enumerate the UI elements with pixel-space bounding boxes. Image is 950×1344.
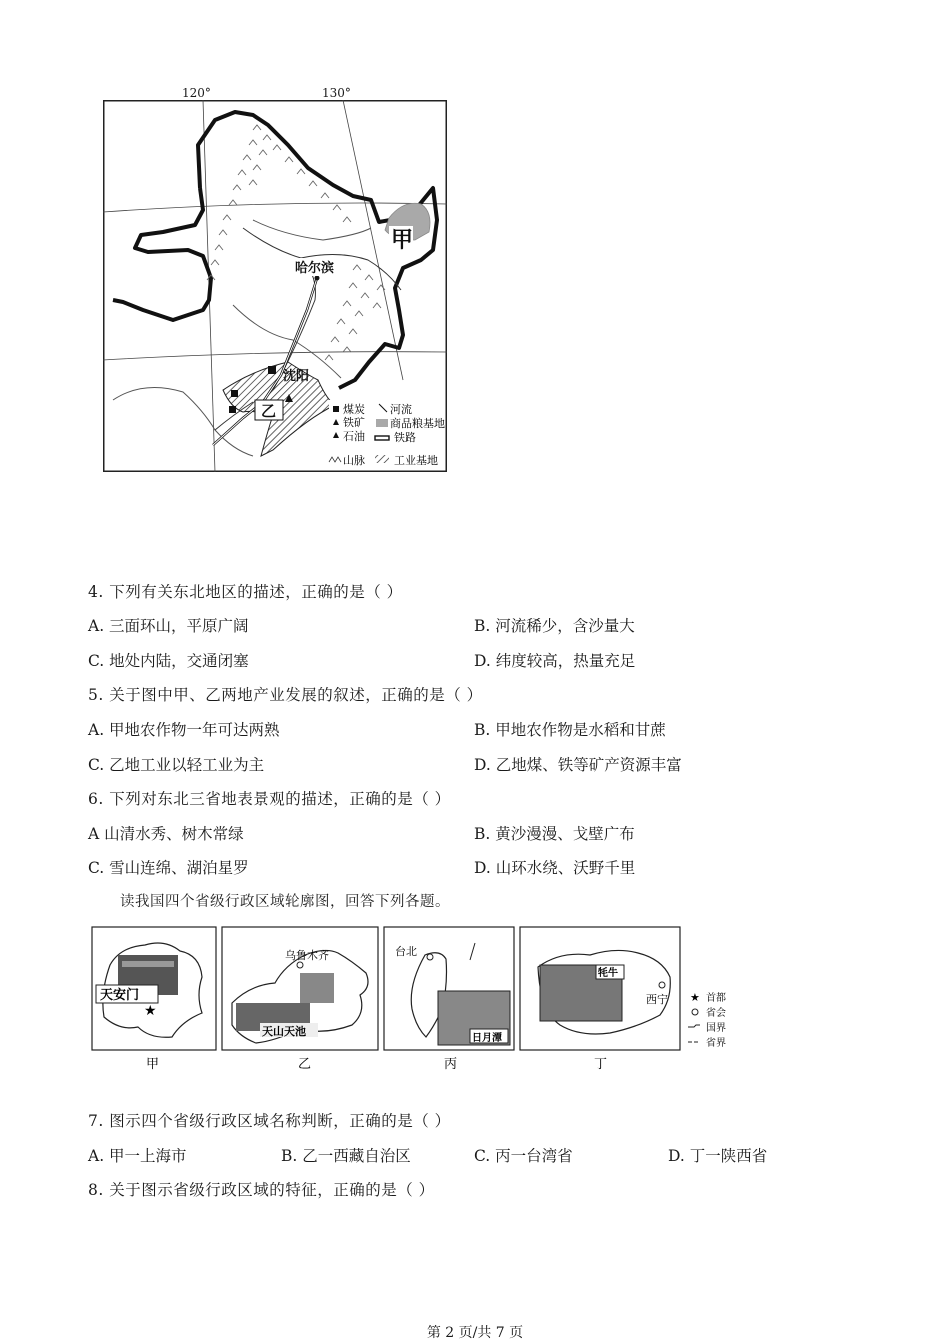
coal-symbol [231,390,238,397]
label-yi: 乙 [261,402,277,420]
province-legend [688,991,726,1049]
question-6-option-c[interactable]: C. 雪山连绵、湖泊星罗 [88,859,249,877]
legend-rail-symbol [375,436,389,440]
legend-grain: 商品粮基地 [390,417,445,430]
label-jia: 甲 [391,228,414,253]
caption-jia: 甲 [146,1057,160,1072]
question-7-option-a[interactable]: A. 甲一上海市 [88,1147,187,1165]
city-urumqi: 乌鲁木齐 [285,949,329,962]
map-svg [103,100,447,472]
photo-roof [122,961,174,967]
question-6-stem: 6. 下列对东北三省地表景观的描述，正确的是（ ） [88,790,451,808]
question-4-option-b[interactable]: B. 河流稀少，含沙量大 [474,617,635,635]
legend-rail: 铁路 [394,431,416,444]
lon-label-130: 130° [322,86,351,100]
question-7-stem: 7. 图示四个省级行政区域名称判断，正确的是（ ） [88,1112,451,1130]
question-4-option-a[interactable]: A. 三面环山，平原广阔 [88,617,249,635]
question-5-option-a[interactable]: A. 甲地农作物一年可达两熟 [88,721,280,739]
page-footer: 第 2 页/共 7 页 [426,1325,524,1341]
question-5-option-c[interactable]: C. 乙地工业以轻工业为主 [88,756,265,774]
legend-mountain: 山脉 [343,454,365,467]
question-4-option-c[interactable]: C. 地处内陆，交通闭塞 [88,652,249,670]
legend-iron: 铁矿 [343,416,365,429]
tag-yi: 天山天池 [262,1025,306,1038]
question-7-option-d[interactable]: D. 丁一陕西省 [668,1147,768,1165]
question-6-option-a[interactable]: A 山清水秀、树木常绿 [88,825,244,843]
question-6-option-d[interactable]: D. 山环水绕、沃野千里 [474,859,636,877]
legend-coal-symbol [333,406,339,412]
photo-mountain [300,973,334,1003]
lon-label-120: 120° [182,86,211,100]
legend-provincial-border: 省界 [706,1038,726,1049]
coal-symbol [268,366,276,374]
tag-ding: 牦牛 [598,968,618,979]
coal-symbol [229,406,236,413]
tag-bing: 日月潭 [472,1033,502,1044]
question-4-option-d[interactable]: D. 纬度较高，热量充足 [474,652,636,670]
question-7-option-b[interactable]: B. 乙一西藏自治区 [281,1147,411,1165]
legend-coal: 煤炭 [343,403,365,416]
tag-jia: 天安门 [100,988,140,1003]
legend-national-border-symbol [688,1025,700,1027]
question-4-stem: 4. 下列有关东北地区的描述，正确的是（ ） [88,583,403,601]
map-legend [329,400,445,470]
question-5-stem: 5. 关于图中甲、乙两地产业发展的叙述，正确的是（ ） [88,686,483,704]
question-8-stem: 8. 关于图示省级行政区域的特征，正确的是（ ） [88,1181,435,1199]
legend-provincial-capital: 省会 [706,1008,726,1019]
question-5-option-b[interactable]: B. 甲地农作物是水稻和甘蔗 [474,721,666,739]
caption-ding: 丁 [594,1057,608,1072]
capital-star-jia: ★ [144,1003,157,1019]
city-taipei: 台北 [395,945,417,958]
caption-yi: 乙 [298,1057,312,1072]
label-shenyang: 沈阳 [283,369,310,384]
legend-capital: 首都 [706,993,726,1004]
caption-bing: 丙 [444,1057,458,1072]
legend-hatch-symbol [375,455,389,463]
label-harbin: 哈尔滨 [295,261,335,276]
harbin-dot [315,276,320,281]
province-outline-figure [90,925,736,1073]
question-6-option-b[interactable]: B. 黄沙漫漫、戈壁广布 [474,825,635,843]
legend-oil: 石油 [343,430,365,443]
question-7-option-c[interactable]: C. 丙一台湾省 [474,1147,573,1165]
legend-provincial-capital-dot [692,1009,698,1015]
province-strip-svg [90,925,736,1073]
question-5-option-d[interactable]: D. 乙地煤、铁等矿产资源丰富 [474,756,682,774]
legend-national-border: 国界 [706,1023,726,1034]
legend-capital-star: ★ [690,991,700,1004]
legend-industry: 工业基地 [394,454,438,467]
northeast-china-map [103,100,447,472]
city-xining: 西宁 [646,993,668,1006]
intro-text: 读我国四个省级行政区域轮廓图，回答下列各题。 [120,894,450,910]
legend-river: 河流 [390,403,412,416]
legend-grain-symbol [376,419,388,427]
